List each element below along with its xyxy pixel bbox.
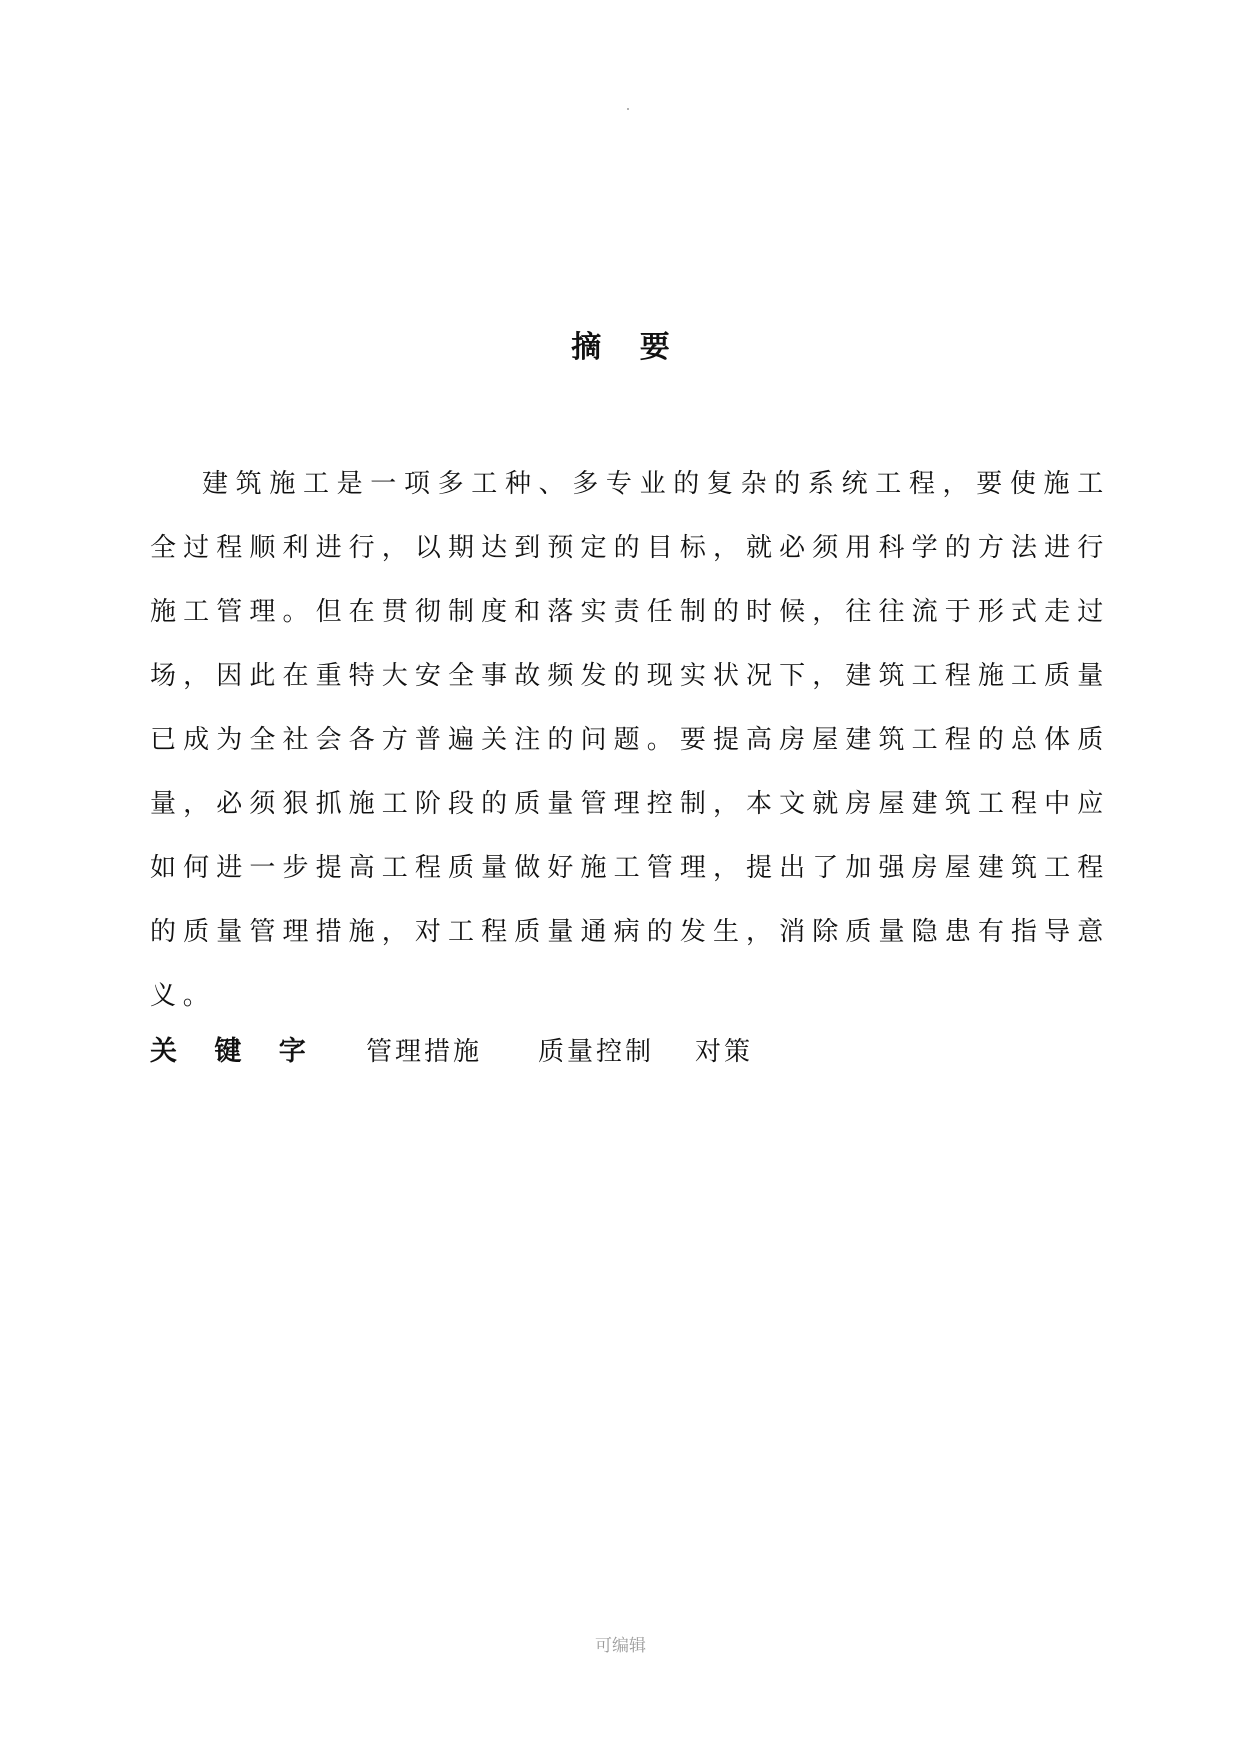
keywords-label: 关 键 字 [150, 1036, 320, 1067]
abstract-title: 摘 要 [571, 330, 684, 365]
keyword-item: 对策 [695, 1037, 754, 1067]
header-dot [627, 108, 629, 110]
keywords-row [150, 1032, 850, 1072]
keyword-item: 管理措施 [366, 1037, 483, 1067]
keyword-item: 质量控制 [538, 1037, 655, 1067]
footer-label: 可编辑 [595, 1636, 646, 1656]
abstract-body: 建筑施工是一项多工种、多专业的复杂的系统工程，要使施工全过程顺利进行，以期达到预定的目标，就必须用科学的方法进行施工管理。但在贯彻制度和落实责任制的时候，往往流于形式走过场，因此在重特大安全事故频发的现实状况下，建筑工程施工质量已成为全社会各方普遍关注的问题。要提高房屋建筑工程的总体质量，必须狠抓施工阶段的质量管理控制，本文就房屋建筑工程中应如何进一步提高工程质量做好施工管理，提出了加强房屋建筑工程的质量管理措施，对工程质量通病的发生，消除质量隐患有指导意义。 [150, 469, 1110, 1011]
